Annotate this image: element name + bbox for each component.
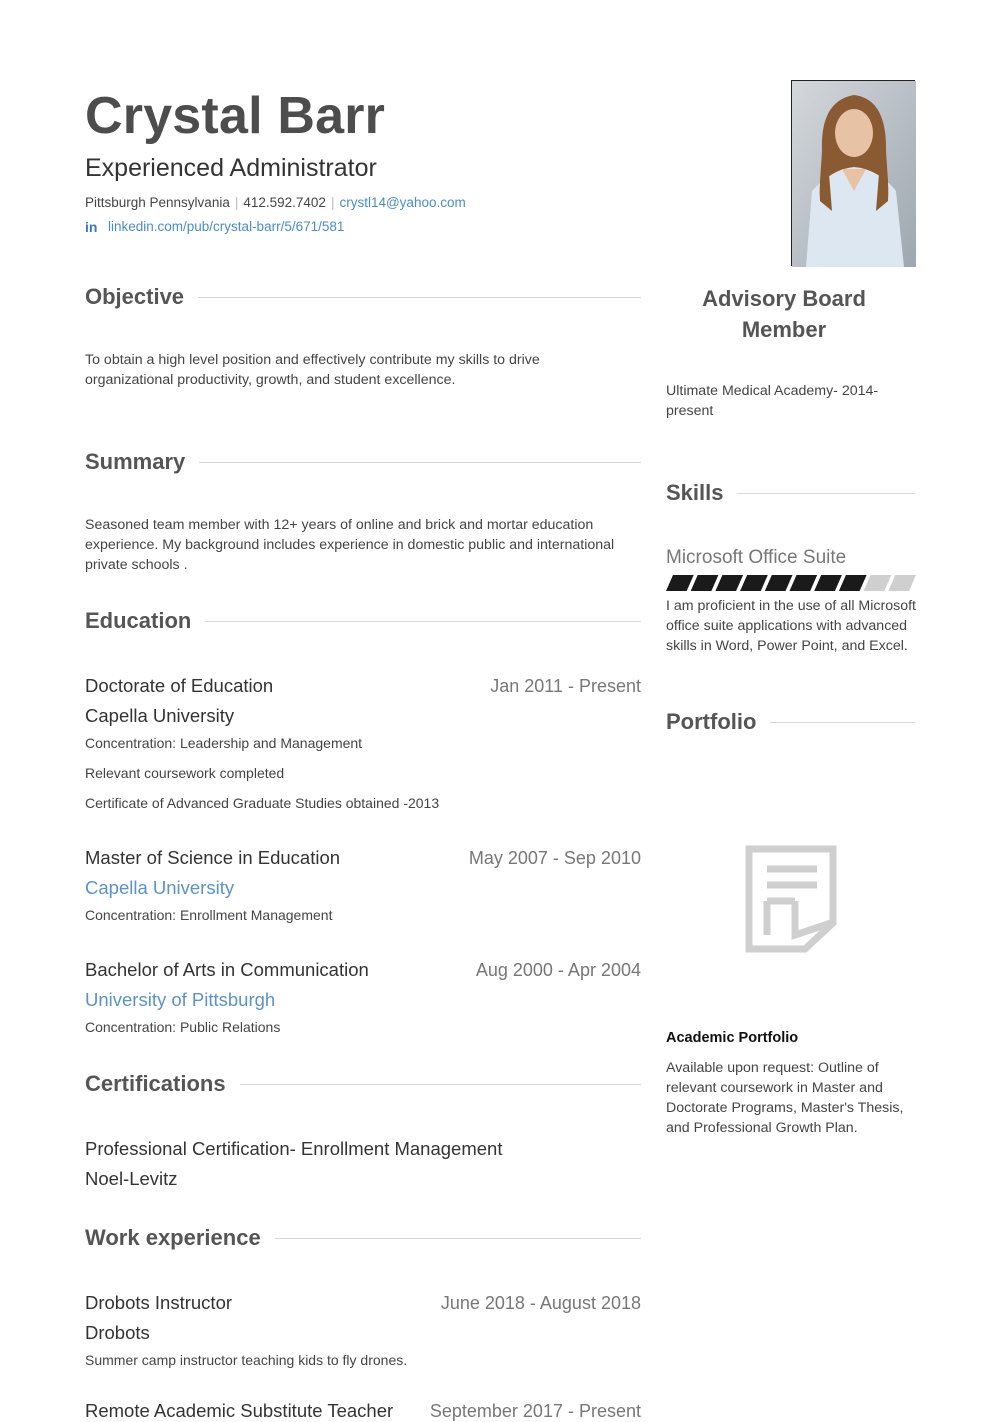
document-icon[interactable]: [745, 845, 837, 953]
education-dates: May 2007 - Sep 2010: [468, 848, 641, 868]
profile-photo: [791, 80, 915, 266]
skills-header: [666, 480, 915, 506]
objective-title: Objective: [85, 284, 185, 309]
skill-description: I am proficient in the use of all Microsoft office suite applications with advanced skills in Word, Power Point, and Excel.: [666, 598, 916, 654]
education-detail: Concentration: Leadership and Management: [85, 735, 363, 751]
portfolio-title: Portfolio: [666, 709, 757, 734]
education-degree: Master of Science in Education: [85, 847, 341, 868]
education-detail: Concentration: Enrollment Management: [85, 907, 333, 923]
objective-header: [85, 284, 641, 310]
portfolio-item-text: Available upon request: Outline of relevant coursework in Master and Doctorate Programs, Master's Thesis, and Professional Growth Plan.: [666, 1060, 904, 1136]
education-school-link[interactable]: Capella University: [85, 877, 235, 898]
work-company: Drobots: [85, 1322, 150, 1343]
education-school: Capella University: [85, 705, 235, 726]
education-header: [85, 608, 641, 634]
skills-title: Skills: [666, 480, 724, 505]
work-header: [85, 1225, 641, 1251]
linkedin-icon: in: [85, 218, 98, 235]
phone: 412.592.7402: [243, 195, 326, 210]
skill-segment: [888, 575, 916, 591]
skill-segment: [666, 575, 694, 591]
location: Pittsburgh Pennsylvania: [85, 195, 230, 210]
skill-segment: [691, 575, 719, 591]
portfolio-header: [666, 709, 915, 735]
advisory-text: Ultimate Medical Academy- 2014-present: [666, 383, 879, 419]
linkedin-link[interactable]: linkedin.com/pub/crystal-barr/5/671/581: [108, 219, 345, 234]
skill-segment: [715, 575, 743, 591]
objective-text: To obtain a high level position and effectively contribute my skills to drive organizational productivity, growth, and student excellence.: [85, 352, 540, 388]
email-link[interactable]: crystl14@yahoo.com: [339, 195, 466, 210]
education-degree: Bachelor of Arts in Communication: [85, 959, 369, 980]
skill-segment: [765, 575, 793, 591]
certification-issuer: Noel-Levitz: [85, 1168, 178, 1189]
skill-segment: [740, 575, 768, 591]
education-school-link[interactable]: University of Pittsburgh: [85, 989, 276, 1010]
education-title: Education: [85, 608, 192, 633]
work-dates: June 2018 - August 2018: [440, 1293, 641, 1313]
certifications-title: Certifications: [85, 1071, 226, 1096]
skill-segment: [814, 575, 842, 591]
education-detail: Relevant coursework completed: [85, 765, 285, 781]
summary-title: Summary: [85, 449, 186, 474]
education-dates: Aug 2000 - Apr 2004: [475, 960, 641, 980]
portfolio-item-title: Academic Portfolio: [666, 1030, 799, 1046]
education-detail: Certificate of Advanced Graduate Studies obtained -2013: [85, 795, 440, 811]
work-role: Remote Academic Substitute Teacher: [85, 1400, 394, 1421]
work-description: Summer camp instructor teaching kids to fly drones.: [85, 1352, 408, 1368]
skill-segment: [839, 575, 867, 591]
education-dates: Jan 2011 - Present: [490, 676, 641, 696]
work-role: Drobots Instructor: [85, 1292, 233, 1313]
summary-header: [85, 449, 641, 475]
skill-level-bar: [666, 575, 916, 591]
candidate-name: Crystal Barr: [85, 87, 386, 145]
candidate-headline: Experienced Administrator: [85, 154, 377, 182]
skill-segment: [864, 575, 892, 591]
skill-segment: [790, 575, 818, 591]
work-dates: September 2017 - Present: [429, 1401, 641, 1421]
summary-text: Seasoned team member with 12+ years of online and brick and mortar education experience. My background includes experience in domestic public and international private schools .: [85, 517, 615, 573]
linkedin-row: [85, 219, 344, 234]
work-title: Work experience: [85, 1225, 261, 1250]
contact-line: Pittsburgh Pennsylvania | 412.592.7402 | crystl14@yahoo.com: [85, 195, 466, 210]
certification-name: Professional Certification- Enrollment Management: [85, 1138, 503, 1159]
education-detail: Concentration: Public Relations: [85, 1019, 281, 1035]
skill-name: Microsoft Office Suite: [666, 547, 847, 568]
advisory-title: Advisory Board Member: [702, 286, 866, 342]
certifications-header: [85, 1071, 641, 1097]
education-degree: Doctorate of Education: [85, 675, 274, 696]
